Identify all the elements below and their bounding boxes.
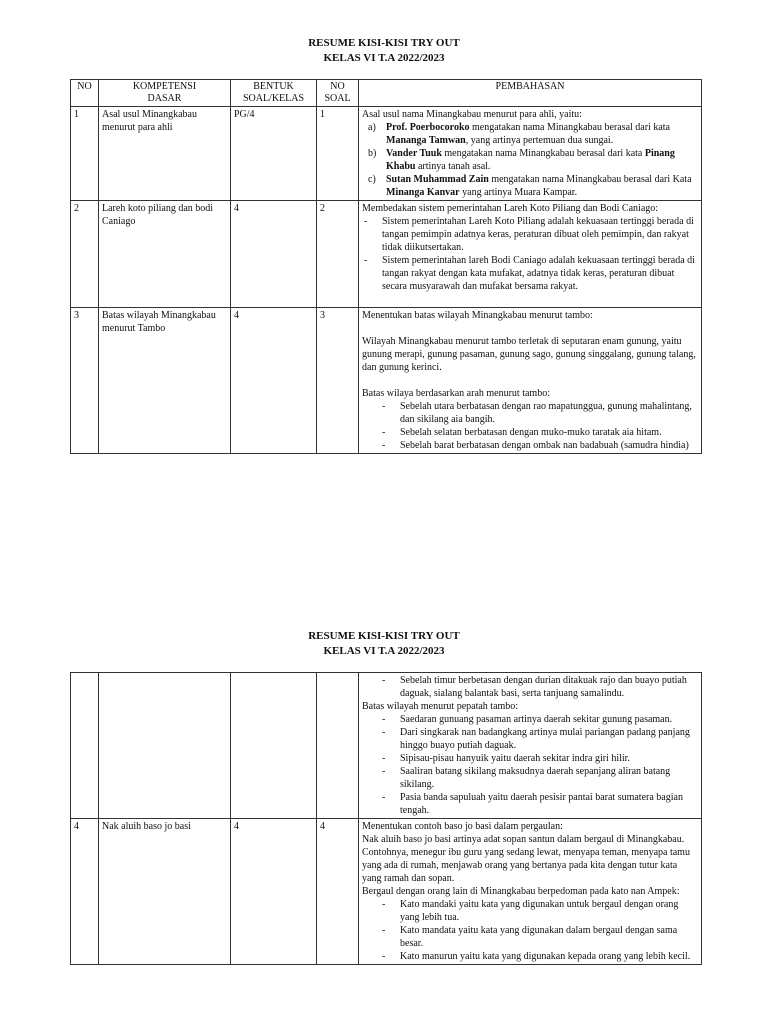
list-item: - Kato manurun yaitu kata yang digunakan kepada orang yang lebih kecil. — [382, 951, 691, 962]
list-item: c) Sutan Muhammad Zain mengatakan nama Minangkabau berasal dari Kata Minanga Kanvar yang artinya Muara Kampar. — [368, 174, 692, 198]
cell-pembahasan — [359, 819, 702, 965]
pembahasan-subintro: Batas wilayah menurut pepatah tambo: — [362, 701, 519, 712]
bullet-list — [362, 713, 698, 817]
cell-soal: 4 — [317, 819, 359, 965]
table-header-row — [71, 80, 702, 107]
table-row — [71, 673, 702, 819]
cell-no: 2 — [71, 201, 99, 308]
page2-title-line2: KELAS VI T.A 2022/2023 — [323, 645, 445, 657]
list-item: b) Vander Tuuk mengatakan nama Minangkabau berasal dari kata Pinang Khabu artinya tanah asal. — [368, 148, 675, 172]
page-title-line1: RESUME KISI-KISI TRY OUT — [308, 37, 460, 49]
cell-kompetensi: Nak aluih baso jo basi — [99, 819, 231, 965]
list-item: - Sebelah utara berbatasan dengan rao mapatunggua, gunung mahalintang, dan sikilang aia bangih. — [382, 401, 692, 425]
list-item: - Sipisau-pisau hanyuik yaitu daerah sekitar indra giri hilir. — [382, 753, 630, 764]
cell-soal: 2 — [317, 201, 359, 308]
pembahasan-paragraph: Wilayah Minangkabau menurut tambo terletak di seputaran enam gunung, yaitu gunung merapi, gunung pasaman, gunung sago, gunung singgalang, gunung talang, dan gunung kerinci. — [362, 336, 696, 373]
cell-bentuk: 4 — [231, 308, 317, 454]
table-row — [71, 107, 702, 201]
list-item: - Sebelah timur berbetasan dengan durian ditakuak rajo dan buayo putiah daguak, sialang balantak basi, serta tanjuang samalindu. — [382, 675, 687, 699]
list-item: - Kato mandata yaitu kata yang digunakan dalam bergaul dengan sama besar. — [382, 925, 678, 949]
pembahasan-subintro: Batas wilaya berdasarkan arah menurut tambo: — [362, 388, 550, 399]
bullet-list — [362, 898, 698, 963]
cell-kompetensi: Asal usul Minangkabau menurut para ahli — [99, 107, 231, 201]
list-item: - Kato mandaki yaitu kata yang digunakan untuk bergaul dengan orang yang lebih tua. — [382, 899, 679, 923]
header-no: NO — [71, 80, 99, 107]
pembahasan-intro: Asal usul nama Minangkabau menurut para ahli, yaitu: — [362, 109, 582, 120]
header-kompetensi: KOMPETENSI DASAR — [99, 80, 231, 107]
list-item: a) Prof. Poerbocoroko mengatakan nama Minangkabau berasal dari kata Mananga Tamwan, yang artinya pertemuan dua sungai. — [368, 122, 670, 146]
header-no-soal: NO SOAL — [317, 80, 359, 107]
cell-pembahasan — [359, 107, 702, 201]
cell-bentuk — [231, 673, 317, 819]
expert-list — [362, 121, 698, 199]
kisi-table-page2 — [70, 672, 702, 965]
kisi-table-page1 — [70, 79, 702, 454]
bullet-list — [362, 674, 698, 700]
cell-no — [71, 673, 99, 819]
header-pembahasan: PEMBAHASAN — [359, 80, 702, 107]
pembahasan-paragraph: Bergaul dengan orang lain di Minangkabau berpedoman pada kato nan Ampek: — [362, 886, 680, 897]
page2-title-line1: RESUME KISI-KISI TRY OUT — [308, 630, 460, 642]
list-item: - Sebelah barat berbatasan dengan ombak nan badabuah (samudra hindia) — [382, 440, 689, 451]
cell-bentuk: PG/4 — [231, 107, 317, 201]
list-item: - Sebelah selatan berbatasan dengan muko-muko taratak aia hitam. — [382, 427, 662, 438]
cell-kompetensi: Lareh koto piliang dan bodi Caniago — [99, 201, 231, 308]
list-item: - Sistem pemerintahan lareh Bodi Caniago adalah kekuasaan tertinggi berada di tangan rakyat dengan kata mufakat, adatnya tidak keras, peraturan dibuat secara musyarawah dan mufakat bersama rakyat. — [364, 255, 695, 292]
header-bentuk: BENTUK SOAL/KELAS — [231, 80, 317, 107]
list-item: - Sistem pemerintahan Lareh Koto Piliang adalah kekuasaan tertinggi berada di tangan pemimpin adatnya keras, peraturan dibuat oleh pemimpin, dan rakyat tidak diikutsertakan. — [364, 216, 694, 253]
pembahasan-intro: Menentukan batas wilayah Minangkabau menurut tambo: — [362, 310, 593, 321]
page-title-line2: KELAS VI T.A 2022/2023 — [323, 52, 445, 64]
cell-kompetensi: Batas wilayah Minangkabau menurut Tambo — [99, 308, 231, 454]
cell-no: 4 — [71, 819, 99, 965]
table-row — [71, 201, 702, 308]
pembahasan-intro: Menentukan contoh baso jo basi dalam pergaulan: — [362, 821, 563, 832]
cell-no: 3 — [71, 308, 99, 454]
pembahasan-paragraph: Nak aluih baso jo basi artinya adat sopan santun dalam bergaul di Minangkabau. Contohnya, menegur ibu guru yang sedang lewat, menyapa teman, menyapa tamu yang ada di rumah, menjawab orang yang bertanya pada kita dengan tutur kata yang ramah dan sopan. — [362, 834, 690, 884]
bullet-list — [362, 400, 698, 452]
cell-pembahasan — [359, 308, 702, 454]
bullet-list — [362, 215, 698, 293]
cell-kompetensi — [99, 673, 231, 819]
cell-no: 1 — [71, 107, 99, 201]
table-row — [71, 819, 702, 965]
cell-soal — [317, 673, 359, 819]
cell-bentuk: 4 — [231, 819, 317, 965]
cell-pembahasan — [359, 673, 702, 819]
list-item: - Saedaran gunuang pasaman artinya daerah sekitar gunung pasaman. — [382, 714, 673, 725]
cell-bentuk: 4 — [231, 201, 317, 308]
list-item: - Saaliran batang sikilang maksudnya daerah sepanjang aliran batang sikilang. — [382, 766, 671, 790]
cell-soal: 3 — [317, 308, 359, 454]
list-item: - Pasia banda sapuluah yaitu daerah pesisir pantai barat sumatera bagian tengah. — [382, 792, 683, 816]
pembahasan-intro: Membedakan sistem pemerintahan Lareh Koto Piliang dan Bodi Caniago: — [362, 203, 659, 214]
table-row — [71, 308, 702, 454]
list-item: - Dari singkarak nan badangkang artinya mulai pariangan padang panjang hinggo buayo putiah daguak. — [382, 727, 690, 751]
cell-pembahasan — [359, 201, 702, 308]
cell-soal: 1 — [317, 107, 359, 201]
